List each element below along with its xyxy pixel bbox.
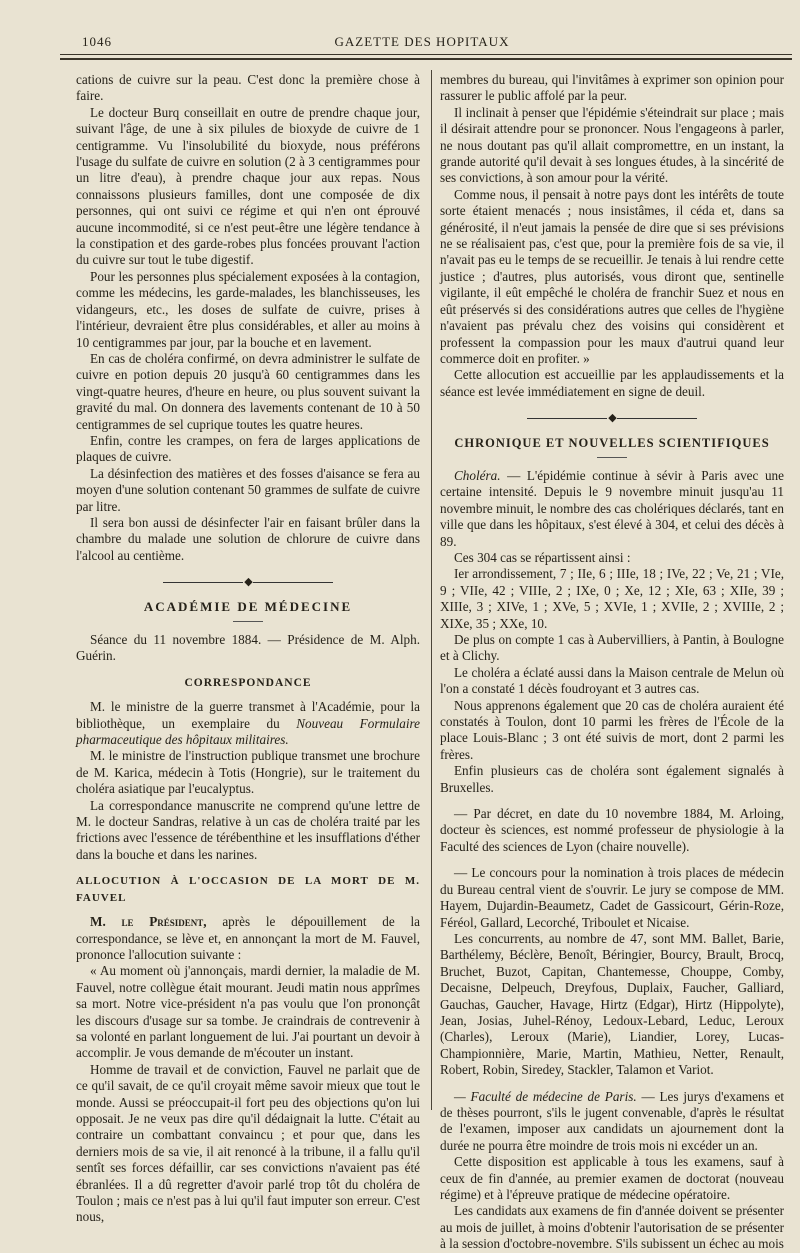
paragraph [76, 699, 420, 748]
paragraph: Les candidats aux examens de fin d'année doivent se présenter au mois de juillet, à moins d'obtenir l'autorisation de se présenter à la session d'octobre-novembre. S'ils subissent un échec au mois [440, 1203, 784, 1252]
paragraph: — Le concours pour la nomination à trois places de médecin du Bureau central vient de s'ouvrir. Le jury se compose de MM. Hayem, Dujardin-Beaumetz, Cadet de Gassicourt, Gérin-Roze, Féréol, Gallard, Lecorché, Triboulet et Nicaise. [440, 865, 784, 930]
allocution-heading: ALLOCUTION À L'OCCASION DE LA MORT DE M. FAUVEL [76, 875, 420, 904]
short-rule [233, 621, 263, 622]
paragraph: Ier arrondissement, 7 ; IIe, 6 ; IIIe, 18 ; IVe, 22 ; Ve, 21 ; VIe, 9 ; VIIe, 42 ; VIIIe, 2 ; IXe, 0 ; Xe, 12 ; XIe, 63 ; XIIe, 39 ; XIIIe, 3 ; XIVe, 1 ; XVe, 5 ; XVIe, 1 ; XVIIe, 2 ; XVIIIe, 2 ; XIXe, 35 ; XXe, 10. [440, 566, 784, 631]
book-title: Nouveau Formulaire pharmaceutique des hôpitaux militaires. [76, 715, 420, 748]
left-column [76, 72, 420, 1226]
paragraph: La désinfection des matières et des fosses d'aisance se fera au moyen d'une solution contenant 50 grammes de sulfate de cuivre par litre. [76, 465, 420, 514]
paragraph: Pour les personnes plus spécialement exposées à la contagion, comme les médecins, les garde-malades, les blanchisseuses, les vidangeurs, etc., les doses de sulfate de cuivre, prises à l'intérieur, devraient être plus considérables, et aller au moins à 10 centigrammes par jour, par la bouche et en lavement. [76, 268, 420, 350]
column-divider [431, 70, 432, 1110]
paragraph [76, 914, 420, 963]
paragraph: Le docteur Burq conseillait en outre de prendre chaque jour, suivant l'âge, de une à six pilules de bioxyde de cuivre de 1 centigramme. Vu l'insolubilité du bioxyde, nous préférons l'usage du sulfate de cuivre en solution (2 à 3 centigrammes pour un litre d'eau), à prendre chaque jour aux repas. Nous connaissons plusieurs familles, dont une composée de dix personnes, qui ont suivi ce régime et qui n'en ont éprouvé aucune incommodité, si ce n'est peut-être une légère tendance à la constipation et des garde-robes plus foncées prouvant l'action du cuivre sur tout le tube digestif. [76, 104, 420, 268]
journal-title: GAZETTE DES HOPITAUX [334, 34, 510, 49]
paragraph: En cas de choléra confirmé, on devra administrer le sulfate de cuivre en potion depuis 20 jusqu'à 60 centigrammes dans les vingt-quatre heures, d'heure en heure, ou plus souvent suivant la gravité du mal. On donnera des lavements contenant de 10 à 50 centigrammes de sel cuprique toutes les quatre heures. [76, 350, 420, 432]
seance-line: Séance du 11 novembre 1884. — Présidence de M. Alph. Guérin. [76, 632, 420, 664]
paragraph: Cette allocution est accueillie par les applaudissements et la séance est levée immédiatement en signe de deuil. [440, 367, 784, 399]
paragraph: — Par décret, en date du 10 novembre 1884, M. Arloing, docteur ès sciences, est nommé professeur de physiologie à la Faculté des sciences de Lyon (chaire nouvelle). [440, 806, 784, 854]
right-column [440, 72, 784, 1253]
header-rule [60, 54, 792, 55]
paragraph [440, 468, 784, 550]
paragraph: cations de cuivre sur la peau. C'est donc la première chose à faire. [76, 72, 420, 104]
section-separator: ◆ [76, 574, 420, 590]
paragraph: Les concurrents, au nombre de 47, sont MM. Ballet, Barie, Barthélemy, Béclère, Benoît, Béringier, Bourcy, Brault, Brocq, Bruchet, Buzot, Capitan, Chantemesse, Chouppe, Comby, Decaisne, Delpeuch, Dreyfous, Duplaix, Faucher, Galliard, Gauchas, Gaucher, Havage, Hirtz (Edgar), Hirtz (Hippolyte), Jean, Josias, Juhel-Rénoy, Ledoux-Lebard, Leduc, Leroux (Charles), Leroux (Marie), Liandier, Lorey, Lucas-Championnière, Marie, Martin, Mathieu, Netter, Renault, Robert, Robin, Siredey, Stackler, Talamon et Variot. [440, 930, 784, 1078]
paragraph: Il sera bon aussi de désinfecter l'air en faisant brûler dans la chambre du malade une solution de chlorure de cuivre dans l'alcool au centième. [76, 514, 420, 563]
speaker-label: M. le Président, [90, 914, 207, 930]
paragraph: « Au moment où j'annonçais, mardi dernier, la maladie de M. Fauvel, notre collègue était mourant. Jeudi matin nous apprîmes sa mort. Notre vice-président n'a pas voulu que l'on prononçât les discours d'usage sur sa tombe. Je craindrais de contrevenir à sa volonté en parlant longuement de lui. J'ai pourtant un devoir à accomplir. Je vous demande de m'écouter un instant. [76, 963, 420, 1061]
section-separator: ◆ [440, 410, 784, 426]
paragraph: Comme nous, il pensait à notre pays dont les intérêts de toute sorte étaient menacés ; nous insistâmes, il céda et, dans sa générosité, il n'eut jamais la pensée de dire que si ses prévisions ne se réalisaient pas, c'est que, pour la première fois de sa vie, il n'avait pas eu le temps de se recueillir. Je tenais à lui rendre cette justice ; d'autres, plus autorisés, vous diront que, sentinelle vigilante, il eût empêché le choléra de franchir Suez et nous en eût préservés si des considérations autres que celles de l'hygiène n'avaient pas prévalu chez des voisins qui considèrent et professent la compassion pour les maux d'autrui quand leur commerce doit en profiter. » [440, 186, 784, 366]
paragraph: membres du bureau, qui l'invitâmes à exprimer son opinion pour rassurer le public affolé par la peur. [440, 72, 784, 104]
paragraph: La correspondance manuscrite ne comprend qu'une lettre de M. le docteur Sandras, relative à un cas de choléra traité par les frictions avec l'essence de térébenthine et les insufflations d'éther dans la bouche et dans les narines. [76, 797, 420, 862]
paragraph: Il inclinait à penser que l'épidémie s'éteindrait sur place ; mais il désirait attendre pour se prononcer. Nous l'engageons à parler, ne nous doutant pas qu'il allait compromettre, en un instant, la grande autorité qu'il devait à ses longues études, à la sincérité de ses convictions, à son amour pour la vérité. [440, 104, 784, 186]
chronique-heading: CHRONIQUE ET NOUVELLES SCIENTIFIQUES [454, 435, 770, 450]
page-number: 1046 [82, 34, 112, 49]
paragraph: Homme de travail et de conviction, Fauvel ne parlait que de ce qu'il savait, de ce qu'il croyait même savoir mieux que tout le monde. Aussi se préoccupait-il fort peu des objections qu'on lui opposait. Je ne veux pas dire qu'il dédaignait la lutte. C'était au contraire un combattant convaincu ; et pour que, dans les derniers mois de sa vie, il ait renoncé à la tribune, il a fallu qu'il sentît ses forces défaillir, car ses convictions n'avaient pas été ébranlées. Il a dû regretter d'avoir parlé trop tôt du choléra de Toulon ; mais ce n'est pas à lui qu'il faut imputer son erreur. C'est nous, [76, 1061, 420, 1225]
text-run: après le dépouillement de la correspondance, se lève et, en annonçant la mort de M. Fauvel, prononce l'allocution suivante : [76, 914, 421, 962]
text-run: — L'épidémie continue à sévir à Paris avec une certaine intensité. Depuis le 9 novembre minuit jusqu'au 11 novembre minuit, le nombre des cas cholériques déclarés, tant en ville que dans les hôpitaux, s'est élevé à 304, et celui des décès à 89. [440, 467, 784, 549]
paragraph: Enfin plusieurs cas de choléra sont également signalés à Bruxelles. [440, 763, 784, 795]
paragraph: De plus on compte 1 cas à Aubervilliers, à Pantin, à Boulogne et à Clichy. [440, 632, 784, 664]
lead-term: — Faculté de médecine de Paris. [454, 1088, 637, 1104]
paragraph: Enfin, contre les crampes, on fera de larges applications de plaques de cuivre. [76, 432, 420, 465]
academie-heading: ACADÉMIE DE MÉDECINE [143, 598, 353, 614]
paragraph: M. le ministre de l'instruction publique transmet une brochure de M. Karica, médecin à Totis (Hongrie), sur le traitement du choléra asiatique par l'eucalyptus. [76, 748, 420, 797]
correspondance-heading: CORRESPONDANCE [184, 676, 312, 689]
paragraph: Le choléra a éclaté aussi dans la Maison centrale de Melun où l'on a constaté 1 décès foudroyant et 3 autres cas. [440, 664, 784, 697]
text-run: M. le ministre de la guerre transmet à l'Académie, pour la bibliothèque, un exemplaire du [76, 699, 420, 731]
text-run: — Les jurys d'examens et de thèses pourront, s'ils le jugent convenable, d'après le résultat de l'examen, imposer aux candidats un ajournement dont la durée ne pourra être moindre de trois mois ni excéder un an. [440, 1088, 785, 1153]
paragraph: Ces 304 cas se répartissent ainsi : [454, 549, 631, 565]
paragraph [440, 1089, 784, 1155]
paragraph: Cette disposition est applicable à tous les examens, sauf à ceux de fin d'année, au premier examen de doctorat (nouveau régime) et à l'épreuve pratique de médecine opératoire. [440, 1154, 784, 1202]
paragraph: Nous apprenons également que 20 cas de choléra auraient été constatés à Toulon, dont 10 parmi les frères de l'École de la place Louis-Blanc ; 3 ont été suivis de mort, dont 2 parmi les frères. [440, 697, 784, 762]
lead-term: Choléra. [454, 467, 501, 483]
short-rule [597, 457, 627, 458]
header-rule-thick [60, 58, 792, 60]
